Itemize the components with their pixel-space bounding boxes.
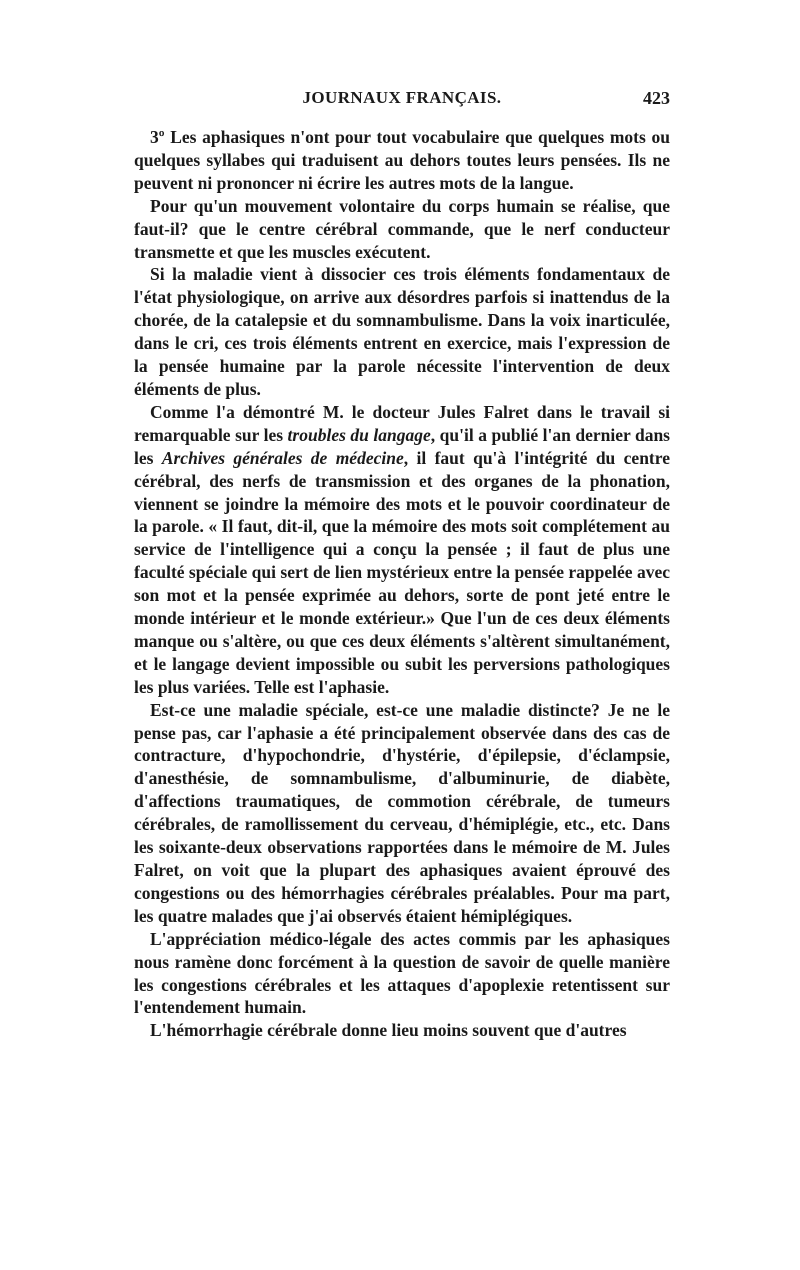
paragraph-voluntary-movement: Pour qu'un mouvement volontaire du corps humain se réalise, que faut-il? que le centre cérébral commande, que le nerf conducteur transmette et que les muscles exécutent.: [134, 195, 670, 262]
paragraph-dissociation: Si la maladie vient à dissocier ces trois éléments fondamentaux de l'état physiologique, on arrive aux désordres parfois si inattendus de la chorée, de la catalepsie et du somnambulisme. Dans la voix inarticulée, dans le cri, ces trois éléments entrent en exercice, mais l'expression de la pensée humaine par la parole nécessite l'intervention de deux éléments de plus.: [134, 264, 670, 399]
falret-text-middle: , qu'il a publié l'an dernier dans les: [134, 424, 670, 468]
falret-text-end: , il faut qu'à l'intégrité du centre cérébral, des nerfs de transmission et des organes de la phonation, viennent se joindre la mémoire des mots et le pouvoir coordinateur de la parole. « Il faut, dit-il, que la mémoire des mots soit complétement au service de l'intelligence qui a conçu la pensée ; il faut de plus une faculté spéciale qui sert de lien mystérieux entre la pensée rappelée avec son mot et la pensée exprimée au dehors, sorte de pont jeté entre le monde intérieur et le monde extérieur.» Que l'un de ces deux éléments manque ou s'altère, ou que ces deux éléments s'altèrent simultanément, et le langage devient impossible ou subit les perversions pathologiques les plus variées. Telle est l'aphasie.: [134, 447, 670, 697]
italic-troubles-du-langage: troubles du langage: [287, 424, 431, 445]
italic-archives-generales: Archives générales de médecine: [161, 447, 404, 468]
paragraph-hemorrhagie: L'hémorrhagie cérébrale donne lieu moins souvent que d'autres: [150, 1020, 627, 1041]
body-text: [134, 126, 670, 1042]
paragraph-falret-citation: [134, 401, 670, 699]
running-head: [134, 88, 670, 114]
paragraph-appreciation-medico-legale: L'appréciation médico-légale des actes commis par les aphasiques nous ramène donc forcément à la question de savoir de quelle manière les congestions cérébrales et les attaques d'apoplexie retentissent sur l'entendement humain.: [134, 928, 670, 1018]
falret-text-start: Comme l'a démontré M. le docteur Jules Falret dans le travail si remarquable sur les: [134, 401, 670, 445]
paragraph-maladie-speciale: Est-ce une maladie spéciale, est-ce une maladie distincte? Je ne le pense pas, car l'aphasie a été principalement observée dans des cas de contracture, d'hypochondrie, d'hystérie, d'épilepsie, d'éclampsie, d'anesthésie, de somnambulisme, d'albuminurie, de diabète, d'affections traumatiques, de commotion cérébrale, de tumeurs cérébrales, de ramollissement du cerveau, d'hémiplégie, etc., etc. Dans les soixante-deux observations rapportées dans le mémoire de M. Jules Falret, on voit que la plupart des aphasiques avaient éprouvé des congestions ou des hémorrhagies cérébrales préalables. Pour ma part, les quatre malades que j'ai observés étaient hémiplégiques.: [134, 699, 670, 926]
page-number: 423: [643, 88, 670, 108]
running-title: JOURNAUX FRANÇAIS.: [302, 88, 502, 107]
paragraph-aphasiques-vocabulary: 3º Les aphasiques n'ont pour tout vocabulaire que quelques mots ou quelques syllabes qui traduisent au dehors toutes leurs pensées. Ils ne peuvent ni prononcer ni écrire les autres mots de la langue.: [134, 127, 670, 193]
